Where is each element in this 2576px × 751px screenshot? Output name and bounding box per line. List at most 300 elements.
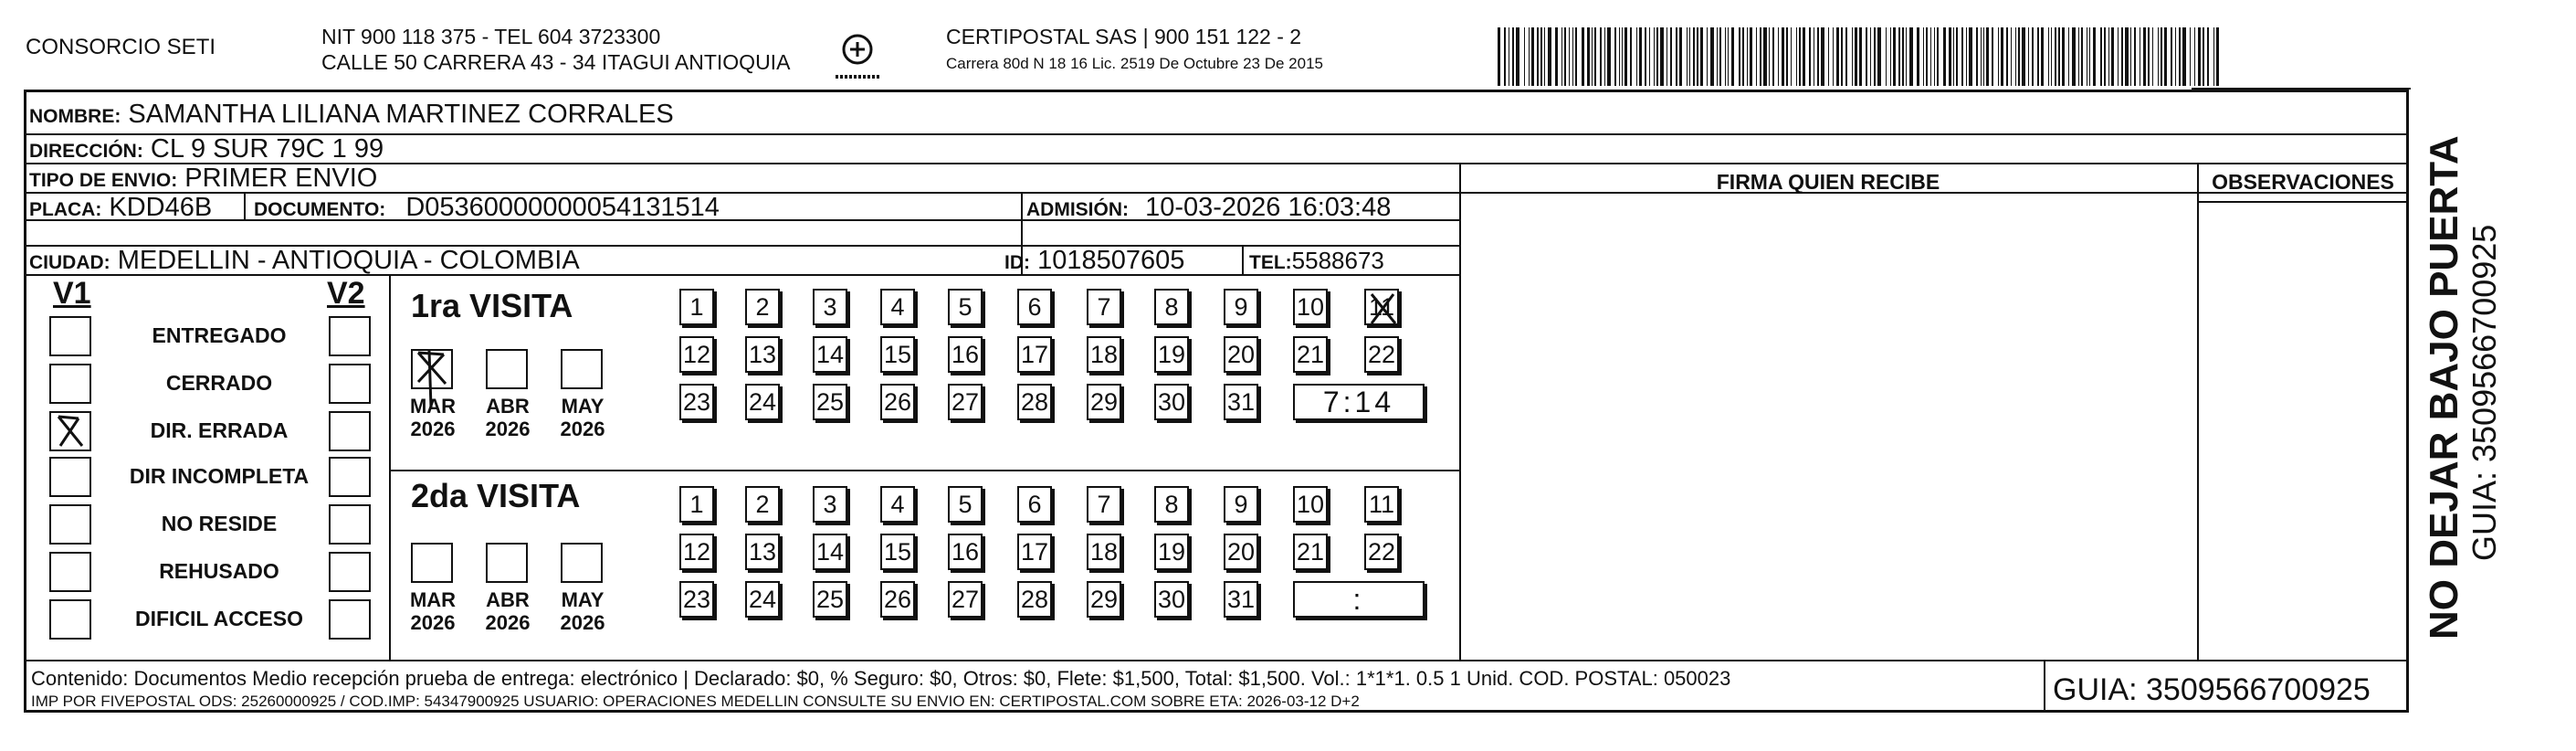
day-number: 2 bbox=[755, 293, 770, 321]
day-box[interactable] bbox=[813, 289, 847, 325]
v2-checkbox[interactable] bbox=[329, 552, 371, 592]
day-box[interactable] bbox=[880, 534, 915, 570]
day-box[interactable] bbox=[745, 384, 780, 420]
month-label: ABR bbox=[486, 395, 530, 418]
visit2-title: 2da VISITA bbox=[411, 477, 581, 514]
nit-line: NIT 900 118 375 - TEL 604 3723300 bbox=[321, 25, 661, 48]
day-number: 16 bbox=[951, 341, 980, 368]
day-number: 18 bbox=[1089, 341, 1119, 368]
id-label: ID: bbox=[1004, 252, 1030, 273]
day-box[interactable] bbox=[745, 289, 780, 325]
day-box[interactable] bbox=[1154, 581, 1189, 618]
day-number: 7 bbox=[1097, 293, 1111, 321]
barcode-bar bbox=[2161, 27, 2162, 86]
barcode-bar bbox=[1937, 27, 1939, 86]
v1-checkbox[interactable] bbox=[49, 504, 91, 545]
barcode-bar bbox=[2194, 27, 2195, 86]
barcode-bar bbox=[2216, 27, 2219, 86]
day-box[interactable] bbox=[880, 581, 915, 618]
barcode-bar bbox=[1778, 27, 1779, 86]
admision-value: 10-03-2026 16:03:48 bbox=[1145, 193, 1392, 222]
day-box[interactable] bbox=[1364, 289, 1399, 325]
barcode-bar bbox=[1841, 27, 1843, 86]
day-box[interactable] bbox=[813, 486, 847, 523]
day-number: 15 bbox=[883, 538, 912, 566]
barcode-bar bbox=[1679, 27, 1682, 86]
day-number: 7 bbox=[1097, 491, 1111, 518]
barcode-bar bbox=[2148, 27, 2150, 86]
day-box[interactable] bbox=[813, 581, 847, 618]
barcode-bar bbox=[1747, 27, 1748, 86]
certipostal-logo-icon bbox=[833, 31, 882, 84]
barcode-bar bbox=[1809, 27, 1811, 86]
day-number: 28 bbox=[1020, 586, 1049, 613]
ciudad-label: CIUDAD: bbox=[29, 252, 110, 273]
barcode-bar bbox=[1622, 27, 1623, 86]
tel-field bbox=[1249, 245, 1384, 279]
barcode-bar bbox=[1828, 27, 1829, 86]
barcode-bar bbox=[1893, 27, 1896, 86]
admision-label: ADMISIÓN: bbox=[1026, 199, 1129, 220]
day-number: 15 bbox=[883, 341, 912, 368]
month-checkbox[interactable] bbox=[486, 543, 528, 583]
day-number: 11 bbox=[1368, 293, 1395, 321]
day-box[interactable] bbox=[1154, 534, 1189, 570]
day-number: 6 bbox=[1027, 293, 1042, 321]
barcode-bar bbox=[2134, 27, 2136, 86]
tipo-envio-value: PRIMER ENVIO bbox=[184, 164, 378, 193]
day-box[interactable] bbox=[1293, 534, 1328, 570]
barcode-bar bbox=[2015, 27, 2016, 86]
day-box[interactable] bbox=[948, 289, 983, 325]
barcode-bar bbox=[2081, 27, 2083, 86]
observaciones-header: OBSERVACIONES bbox=[2212, 170, 2394, 194]
day-number: 17 bbox=[1020, 538, 1049, 566]
barcode-bar bbox=[1717, 27, 1718, 86]
day-box[interactable] bbox=[1087, 534, 1121, 570]
barcode-bar bbox=[2108, 27, 2109, 86]
barcode-bar bbox=[1821, 27, 1824, 86]
direccion-value: CL 9 SUR 79C 1 99 bbox=[150, 134, 384, 164]
day-number: 21 bbox=[1296, 341, 1325, 368]
day-number: 22 bbox=[1367, 538, 1396, 566]
tel-value: 5588673 bbox=[1291, 247, 1384, 274]
day-box[interactable] bbox=[880, 486, 915, 523]
barcode-bar bbox=[1564, 27, 1566, 86]
day-number: 6 bbox=[1027, 491, 1042, 518]
barcode-bar bbox=[1624, 27, 1627, 86]
barcode-bar bbox=[1786, 27, 1788, 86]
day-box[interactable] bbox=[813, 534, 847, 570]
day-box[interactable] bbox=[813, 384, 847, 420]
day-box[interactable] bbox=[1017, 581, 1052, 618]
day-number: 1 bbox=[689, 491, 704, 518]
day-number: 14 bbox=[815, 341, 845, 368]
address-line: CALLE 50 CARRERA 43 - 34 ITAGUI ANTIOQUIA bbox=[321, 50, 791, 74]
day-box[interactable] bbox=[948, 336, 983, 373]
day-box[interactable] bbox=[1293, 289, 1328, 325]
barcode-bar bbox=[1710, 27, 1714, 86]
day-number: 5 bbox=[958, 293, 973, 321]
day-box[interactable] bbox=[679, 486, 714, 523]
day-number: 29 bbox=[1089, 586, 1119, 613]
day-box[interactable] bbox=[948, 384, 983, 420]
v2-checkbox[interactable] bbox=[329, 364, 371, 404]
v1-checkbox[interactable] bbox=[49, 364, 91, 404]
barcode-bar bbox=[2198, 27, 2201, 86]
barcode-bar bbox=[1516, 27, 1519, 86]
barcode-bar bbox=[1600, 27, 1602, 86]
barcode-bar bbox=[1660, 27, 1664, 86]
barcode-bar bbox=[1796, 27, 1797, 86]
barcode-bar bbox=[1756, 27, 1757, 86]
barcode-bar bbox=[1769, 27, 1770, 86]
day-box[interactable] bbox=[1364, 336, 1399, 373]
day-box[interactable] bbox=[745, 486, 780, 523]
year-label: 2026 bbox=[410, 418, 456, 440]
year-label: 2026 bbox=[485, 418, 531, 440]
barcode-bar bbox=[1898, 27, 1900, 86]
day-box[interactable] bbox=[948, 581, 983, 618]
barcode-bar bbox=[1998, 27, 1999, 86]
day-box[interactable] bbox=[1154, 336, 1189, 373]
day-number: 3 bbox=[823, 293, 837, 321]
day-box[interactable] bbox=[679, 289, 714, 325]
barcode-bar bbox=[1728, 27, 1729, 86]
day-number: 4 bbox=[890, 293, 905, 321]
day-box[interactable] bbox=[745, 336, 780, 373]
documento-value: D05360000000054131514 bbox=[405, 193, 720, 222]
day-box[interactable] bbox=[1224, 336, 1258, 373]
barcode-bar bbox=[1498, 27, 1500, 86]
barcode-bar bbox=[1855, 27, 1857, 86]
barcode-bar bbox=[1909, 27, 1913, 86]
day-number: 10 bbox=[1296, 491, 1325, 518]
barcode-bar bbox=[1548, 27, 1551, 86]
barcode-bar bbox=[1992, 27, 1993, 86]
status-option-label: DIR. ERRADA bbox=[150, 418, 289, 442]
barcode-bar bbox=[1630, 27, 1632, 86]
v2-checkbox[interactable] bbox=[329, 457, 371, 497]
barcode-bar bbox=[1845, 27, 1847, 86]
day-box[interactable] bbox=[745, 581, 780, 618]
day-box[interactable] bbox=[1364, 486, 1399, 523]
day-box[interactable] bbox=[1017, 384, 1052, 420]
barcode-bar bbox=[1654, 27, 1655, 86]
footer-content: Contenido: Documentos Medio recepción prueba de entrega: electrónico | Declarado: $0, % Seguro: $0, Otros: $0, Flete: $1,500, Total: $1,500. Vol.: 1*1*1. 0.5 1 Unid. COD. POSTAL: 050023 bbox=[31, 667, 1731, 690]
barcode-bar bbox=[2062, 27, 2065, 86]
barcode-bar bbox=[2078, 27, 2079, 86]
day-number: 14 bbox=[815, 538, 845, 566]
day-box[interactable] bbox=[1017, 289, 1052, 325]
year-label: 2026 bbox=[410, 611, 456, 634]
barcode-bar bbox=[1572, 27, 1573, 86]
day-number: 25 bbox=[815, 586, 845, 613]
month-checkbox[interactable] bbox=[561, 543, 603, 583]
barcode-bar bbox=[1981, 27, 1982, 86]
day-box[interactable] bbox=[745, 534, 780, 570]
day-number: 21 bbox=[1296, 538, 1325, 566]
company-name: CONSORCIO SETI bbox=[26, 35, 216, 59]
barcode-bar bbox=[2203, 27, 2204, 86]
barcode-bar bbox=[1594, 27, 1596, 86]
v1-checkbox[interactable] bbox=[49, 316, 91, 356]
day-box[interactable] bbox=[880, 384, 915, 420]
barcode-bar bbox=[2055, 27, 2056, 86]
day-box[interactable] bbox=[880, 289, 915, 325]
v2-checkbox[interactable] bbox=[329, 504, 371, 545]
barcode-bar bbox=[2121, 27, 2123, 86]
barcode-bar bbox=[2182, 27, 2186, 86]
v1-checkbox[interactable] bbox=[49, 411, 91, 451]
documento-label: DOCUMENTO: bbox=[254, 199, 386, 220]
day-number: 16 bbox=[951, 538, 980, 566]
barcode-bar bbox=[1731, 27, 1734, 86]
day-box[interactable] bbox=[1154, 384, 1189, 420]
barcode-bar bbox=[1504, 27, 1506, 86]
day-box[interactable] bbox=[679, 534, 714, 570]
side-warning: NO DEJAR BAJO PUERTA bbox=[2422, 135, 2466, 640]
barcode-bar bbox=[1524, 27, 1525, 86]
barcode-bar bbox=[1949, 27, 1951, 86]
time-field[interactable]: 7:14 bbox=[1293, 384, 1425, 420]
barcode-bar bbox=[1902, 27, 1904, 86]
barcode-bar bbox=[1636, 27, 1637, 86]
day-box[interactable] bbox=[1087, 486, 1121, 523]
certipostal-logo bbox=[833, 31, 882, 84]
tipo-envio-label: TIPO DE ENVIO: bbox=[29, 170, 178, 191]
barcode-bar bbox=[1877, 27, 1881, 86]
barcode-bar bbox=[2072, 27, 2076, 86]
status-option-label: REHUSADO bbox=[159, 559, 279, 583]
barcode-bar bbox=[1976, 27, 1978, 86]
placa-label: PLACA: bbox=[29, 199, 102, 220]
day-box[interactable] bbox=[948, 534, 983, 570]
month-checkbox[interactable] bbox=[486, 349, 528, 389]
signature-area[interactable] bbox=[1461, 203, 2197, 660]
day-number: 9 bbox=[1234, 491, 1248, 518]
day-number: 8 bbox=[1164, 293, 1179, 321]
month-checkbox[interactable] bbox=[411, 543, 453, 583]
day-box[interactable] bbox=[880, 336, 915, 373]
barcode-bar bbox=[2213, 27, 2214, 86]
status-option-label: DIR INCOMPLETA bbox=[129, 464, 310, 488]
barcode-bar bbox=[2207, 27, 2209, 86]
barcode-bar bbox=[1934, 27, 1935, 86]
day-box[interactable] bbox=[1087, 581, 1121, 618]
barcode-bar bbox=[2037, 27, 2039, 86]
v2-checkbox[interactable] bbox=[329, 599, 371, 640]
day-box[interactable] bbox=[1224, 384, 1258, 420]
observations-area[interactable] bbox=[2199, 203, 2409, 660]
barcode-bar bbox=[1529, 27, 1530, 86]
status-option-label: DIFICIL ACCESO bbox=[134, 607, 303, 630]
barcode-bar bbox=[1943, 27, 1946, 86]
barcode-bar bbox=[1791, 27, 1792, 86]
barcode-bar bbox=[2179, 27, 2181, 86]
barcode-bar bbox=[1544, 27, 1545, 86]
time-field[interactable]: : bbox=[1293, 581, 1425, 618]
day-number: 12 bbox=[682, 341, 711, 368]
barcode-bar bbox=[2068, 27, 2069, 86]
v2-checkbox[interactable] bbox=[329, 316, 371, 356]
barcode-bar bbox=[1782, 27, 1784, 86]
month-label: MAY bbox=[561, 588, 605, 611]
footer-guia: GUIA: 3509566700925 bbox=[2053, 672, 2371, 707]
v1-checkbox[interactable] bbox=[49, 552, 91, 592]
day-box[interactable] bbox=[1224, 534, 1258, 570]
barcode bbox=[1498, 27, 2224, 86]
day-box[interactable] bbox=[1154, 486, 1189, 523]
tel-label: TEL: bbox=[1249, 252, 1292, 273]
barcode-bar bbox=[1953, 27, 1954, 86]
day-number: 17 bbox=[1020, 341, 1049, 368]
barcode-bar bbox=[2018, 27, 2020, 86]
day-box[interactable] bbox=[1224, 289, 1258, 325]
year-label: 2026 bbox=[485, 611, 531, 634]
barcode-bar bbox=[1742, 27, 1744, 86]
day-number: 10 bbox=[1296, 293, 1325, 321]
day-box[interactable] bbox=[1364, 534, 1399, 570]
barcode-bar bbox=[1537, 27, 1539, 86]
barcode-bar bbox=[1886, 27, 1887, 86]
day-number: 20 bbox=[1226, 341, 1256, 368]
barcode-bar bbox=[2048, 27, 2049, 86]
barcode-bar bbox=[1575, 27, 1577, 86]
v1-checkbox[interactable] bbox=[49, 599, 91, 640]
barcode-bar bbox=[2011, 27, 2012, 86]
day-number: 23 bbox=[682, 586, 711, 613]
day-box[interactable] bbox=[1224, 486, 1258, 523]
day-number: 31 bbox=[1226, 586, 1256, 613]
month-checkbox[interactable] bbox=[561, 349, 603, 389]
v1-checkbox[interactable] bbox=[49, 457, 91, 497]
barcode-bar bbox=[2022, 27, 2025, 86]
day-box[interactable] bbox=[679, 336, 714, 373]
barcode-bar bbox=[2032, 27, 2034, 86]
barcode-bar bbox=[1803, 27, 1805, 86]
barcode-bar bbox=[2143, 27, 2146, 86]
barcode-bar bbox=[1852, 27, 1853, 86]
day-number: 19 bbox=[1157, 538, 1186, 566]
barcode-bar bbox=[1689, 27, 1690, 86]
barcode-bar bbox=[2051, 27, 2052, 86]
month-label: MAR bbox=[409, 588, 457, 611]
month-checkbox[interactable] bbox=[411, 349, 453, 389]
barcode-bar bbox=[1866, 27, 1867, 86]
v1-header: V1 bbox=[53, 276, 91, 311]
day-number: 26 bbox=[883, 388, 912, 416]
barcode-bar bbox=[1645, 27, 1646, 86]
barcode-bar bbox=[1969, 27, 1972, 86]
barcode-bar bbox=[1719, 27, 1721, 86]
barcode-bar bbox=[1555, 27, 1558, 86]
v2-checkbox[interactable] bbox=[329, 411, 371, 451]
day-box[interactable] bbox=[1293, 486, 1328, 523]
barcode-bar bbox=[1540, 27, 1542, 86]
month-label: ABR bbox=[486, 588, 530, 611]
id-field bbox=[1004, 245, 1184, 279]
day-box[interactable] bbox=[813, 336, 847, 373]
day-number: 20 bbox=[1226, 538, 1256, 566]
day-box[interactable] bbox=[1293, 336, 1328, 373]
barcode-bar bbox=[1656, 27, 1658, 86]
barcode-bar bbox=[1986, 27, 1989, 86]
barcode-bar bbox=[1763, 27, 1767, 86]
barcode-bar bbox=[1676, 27, 1677, 86]
barcode-bar bbox=[1833, 27, 1834, 86]
barcode-bar bbox=[1836, 27, 1839, 86]
barcode-bar bbox=[1772, 27, 1774, 86]
nombre-field bbox=[29, 99, 674, 132]
day-number: 30 bbox=[1157, 388, 1186, 416]
barcode-bar bbox=[1799, 27, 1801, 86]
status-option-label: CERRADO bbox=[165, 371, 273, 395]
day-box[interactable] bbox=[679, 384, 714, 420]
barcode-bar bbox=[2089, 27, 2090, 86]
day-box[interactable] bbox=[1224, 581, 1258, 618]
barcode-bar bbox=[1639, 27, 1642, 86]
firma-header: FIRMA QUIEN RECIBE bbox=[1716, 170, 1940, 194]
placa-value: KDD46B bbox=[109, 193, 213, 222]
status-option-label: ENTREGADO bbox=[152, 323, 287, 347]
barcode-bar bbox=[1587, 27, 1590, 86]
day-box[interactable] bbox=[1154, 289, 1189, 325]
barcode-bar bbox=[2041, 27, 2044, 86]
day-number: 11 bbox=[1368, 491, 1395, 518]
barcode-bar bbox=[1917, 27, 1919, 86]
barcode-bar bbox=[1874, 27, 1876, 86]
day-box[interactable] bbox=[1087, 384, 1121, 420]
day-box[interactable] bbox=[1087, 289, 1121, 325]
barcode-bar bbox=[1725, 27, 1726, 86]
day-box[interactable] bbox=[1017, 336, 1052, 373]
month-label: MAY bbox=[561, 395, 605, 418]
day-number: 3 bbox=[823, 491, 837, 518]
day-number: 23 bbox=[682, 388, 711, 416]
day-box[interactable] bbox=[1017, 534, 1052, 570]
barcode-bar bbox=[1966, 27, 1967, 86]
barcode-bar bbox=[2190, 27, 2191, 86]
documento-field bbox=[254, 192, 720, 226]
barcode-bar bbox=[2171, 27, 2172, 86]
status-option-label: NO RESIDE bbox=[161, 512, 278, 535]
day-number: 9 bbox=[1234, 293, 1248, 321]
id-value: 1018507605 bbox=[1037, 246, 1185, 275]
day-number: 28 bbox=[1020, 388, 1049, 416]
barcode-bar bbox=[1956, 27, 1958, 86]
barcode-bar bbox=[1926, 27, 1928, 86]
barcode-bar bbox=[1817, 27, 1819, 86]
barcode-bar bbox=[1923, 27, 1924, 86]
barcode-bar bbox=[1760, 27, 1761, 86]
barcode-bar bbox=[1649, 27, 1650, 86]
certipostal-line1: CERTIPOSTAL SAS | 900 151 122 - 2 bbox=[946, 25, 1302, 48]
day-number: 30 bbox=[1157, 586, 1186, 613]
day-number: 1 bbox=[689, 293, 704, 321]
day-number: 13 bbox=[748, 538, 777, 566]
day-number: 19 bbox=[1157, 341, 1186, 368]
day-number: 31 bbox=[1226, 388, 1256, 416]
barcode-bar bbox=[1930, 27, 1931, 86]
day-box[interactable] bbox=[1017, 486, 1052, 523]
day-box[interactable] bbox=[1087, 336, 1121, 373]
day-box[interactable] bbox=[679, 581, 714, 618]
barcode-bar bbox=[1619, 27, 1620, 86]
barcode-bar bbox=[2104, 27, 2106, 86]
visit1-title: 1ra VISITA bbox=[411, 287, 573, 324]
day-box[interactable] bbox=[948, 486, 983, 523]
